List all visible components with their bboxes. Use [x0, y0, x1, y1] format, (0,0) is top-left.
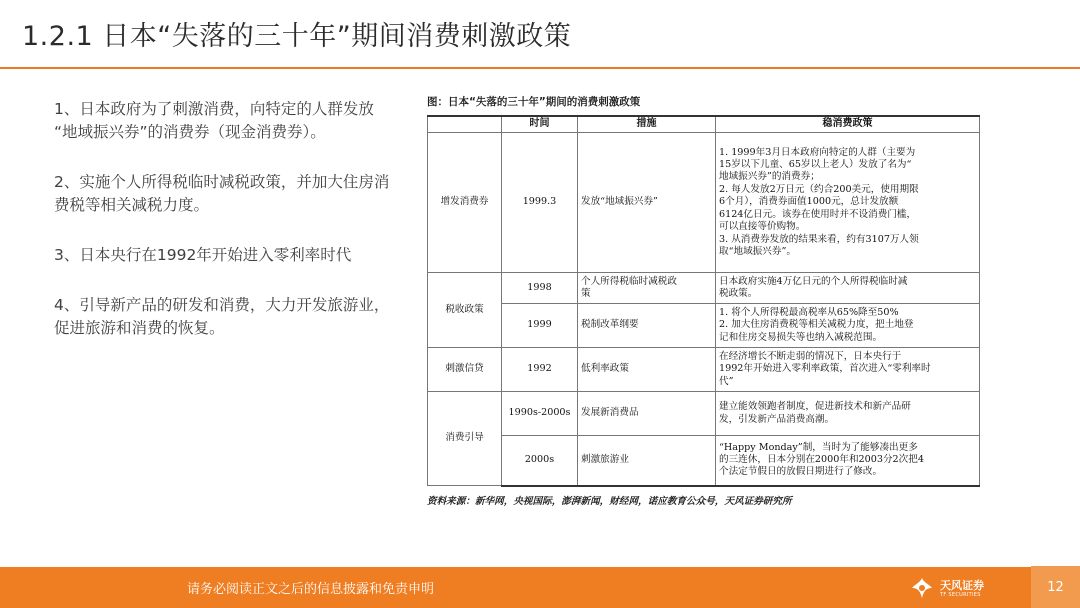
- category-tax: 税收政策: [428, 273, 502, 348]
- table-row: [428, 304, 980, 348]
- measure-cell: 低利率政策: [578, 348, 716, 392]
- policy-line: 取“地域振兴券”。: [719, 245, 796, 257]
- policy-line: 2. 每人发放2万日元（约合200美元，使用期限: [719, 183, 919, 195]
- policy-line: 日本政府实施4万亿日元的个人所得税临时减: [719, 275, 908, 287]
- year-cell: 1999.3: [502, 133, 578, 273]
- measure-cell: 发展新消费品: [578, 392, 716, 436]
- tf-logo-icon: [910, 576, 934, 600]
- table-header-row: [428, 116, 980, 133]
- header-policy: 稳消费政策: [716, 116, 980, 133]
- disclaimer-text[interactable]: 请务必阅读正文之后的信息披露和免责申明: [187, 582, 435, 597]
- policy-cell: [716, 436, 980, 486]
- measure-line: 个人所得税临时减税政: [581, 275, 677, 287]
- policy-line: 6124亿日元。该券在使用时并不设消费门槛，: [719, 208, 917, 220]
- page-number: 12: [1031, 566, 1080, 608]
- year-cell: 1998: [502, 273, 578, 304]
- table-caption: 图：日本“失落的三十年”期间的消费刺激政策: [427, 96, 641, 108]
- measure-cell: 刺激旅游业: [578, 436, 716, 486]
- year-cell: 1992: [502, 348, 578, 392]
- measure-line: 策: [581, 288, 591, 299]
- key-points: [54, 98, 399, 367]
- policy-line: 的三连休，日本分别在2000年和2003分2次把4: [719, 454, 924, 466]
- footer-bar: [0, 567, 1080, 608]
- logo-wordmark: [940, 579, 984, 598]
- table-row: [428, 436, 980, 486]
- policy-table: [427, 115, 980, 487]
- policy-line: 代”: [719, 375, 734, 387]
- policy-line: 3. 从消费券发放的结果来看，约有3107万人领: [719, 233, 919, 245]
- year-cell: 2000s: [502, 436, 578, 486]
- brand-logo: [910, 573, 1010, 603]
- policy-cell: [716, 304, 980, 348]
- policy-cell: [716, 392, 980, 436]
- logo-text: 天风证券: [940, 578, 984, 592]
- policy-cell: [716, 133, 980, 273]
- measure-cell: 发放“地域振兴券”: [578, 133, 716, 273]
- table-row: [428, 133, 980, 273]
- category-guide: 消费引导: [428, 392, 502, 486]
- header-time: 时间: [502, 116, 578, 133]
- table-row: [428, 348, 980, 392]
- header-measure: 措施: [578, 116, 716, 133]
- policy-line: 发，引发新产品消费高潮。: [719, 413, 835, 425]
- policy-line: 1. 1999年3月日本政府向特定的人群（主要为: [719, 146, 916, 158]
- policy-line: 2. 加大住房消费税等相关减税力度，把土地登: [719, 319, 914, 331]
- policy-line: 个法定节假日的放假日期进行了修改。: [719, 466, 883, 478]
- policy-line: “Happy Monday”制，当时为了能够凑出更多: [719, 441, 918, 453]
- policy-line: 在经济增长不断走弱的情况下，日本央行于: [719, 350, 902, 362]
- policy-line: 可以直接等价购物。: [719, 221, 806, 233]
- category-voucher: 增发消费券: [428, 133, 502, 273]
- year-cell: 1990s-2000s: [502, 392, 578, 436]
- policy-cell: [716, 348, 980, 392]
- slide-title: 1.2.1 日本“失落的三十年”期间消费刺激政策: [22, 21, 572, 52]
- policy-line: 地域振兴券”的消费券；: [719, 171, 820, 183]
- table-row: [428, 392, 980, 436]
- policy-line: 1992年开始进入零利率政策，首次进入“零利率时: [719, 363, 931, 375]
- policy-line: 6个月），消费券面值1000元，总计发放额: [719, 196, 899, 208]
- policy-table-panel: [427, 94, 979, 507]
- policy-line: 1. 将个人所得税最高税率从65%降至50%: [719, 306, 899, 318]
- point-4: 4、引导新产品的研发和消费，大力开发旅游业，促进旅游和消费的恢复。: [54, 296, 390, 337]
- logo-subtext: TF SECURITIES: [940, 591, 981, 598]
- policy-line: 记和住房交易损失等也纳入减税范围。: [719, 331, 883, 343]
- point-3: 3、日本央行在1992年开始进入零利率时代: [54, 246, 352, 264]
- year-cell: 1999: [502, 304, 578, 348]
- point-1: 1、日本政府为了刺激消费，向特定的人群发放 “地域振兴券”的消费券（现金消费券）。: [54, 100, 374, 141]
- policy-line: 税政策。: [719, 288, 758, 299]
- measure-cell: 税制改革纲要: [578, 304, 716, 348]
- category-credit: 刺激信贷: [428, 348, 502, 392]
- header-category: [428, 116, 502, 133]
- policy-line: 建立能效领跑者制度，促进新技术和新产品研: [719, 401, 911, 413]
- point-2: 2、实施个人所得税临时减税政策，并加大住房消费税等相关减税力度。: [54, 173, 390, 214]
- table-row: [428, 273, 980, 304]
- policy-line: 15岁以下儿童、65岁以上老人）发放了名为“: [719, 159, 912, 171]
- policy-cell: [716, 273, 980, 304]
- title-rule: [0, 67, 1080, 69]
- measure-cell: [578, 273, 716, 304]
- table-source: 资料来源：新华网，央视国际，澎湃新闻，财经网，诺应教育公众号，天风证券研究所: [427, 495, 792, 507]
